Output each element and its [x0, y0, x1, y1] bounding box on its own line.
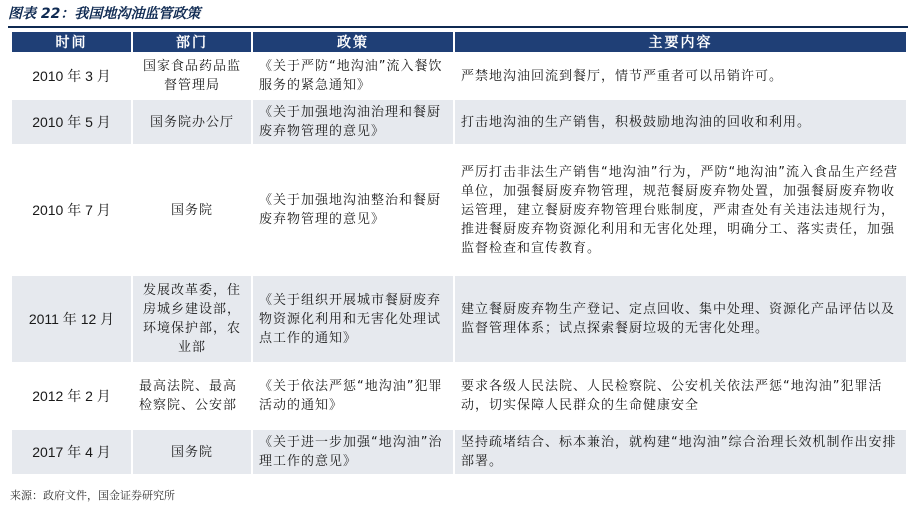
table-row [12, 54, 906, 98]
cell-time: 2011 年 12 月 [12, 276, 131, 362]
cell-dept: 国务院 [133, 146, 251, 274]
cell-time: 2017 年 4 月 [12, 430, 131, 474]
cell-dept: 国务院 [133, 430, 251, 474]
cell-content: 打击地沟油的生产销售，积极鼓励地沟油的回收和利用。 [455, 100, 906, 144]
cell-dept: 国务院办公厅 [133, 100, 251, 144]
policy-table [10, 30, 908, 476]
header-time: 时间 [12, 32, 131, 52]
table-row [12, 364, 906, 428]
header-policy: 政策 [253, 32, 453, 52]
table-row [12, 276, 906, 362]
cell-policy: 《关于加强地沟油整治和餐厨废弃物管理的意见》 [253, 146, 453, 274]
cell-time: 2010 年 5 月 [12, 100, 131, 144]
cell-policy: 《关于组织开展城市餐厨废弃物资源化利用和无害化处理试点工作的通知》 [253, 276, 453, 362]
table-header-row [12, 32, 906, 52]
cell-policy: 《关于严防“地沟油”流入餐饮服务的紧急通知》 [253, 54, 453, 98]
cell-content: 严厉打击非法生产销售“地沟油”行为，严防“地沟油”流入食品生产经营单位，加强餐厨废弃物管理，规范餐厨废弃物处置，加强餐厨废弃物收运管理，建立餐厨废弃物管理台账制度，严肃查处有关违法违规行为，推进餐厨废弃物资源化利用和无害化处理，明确分工、落实责任，加强监督检查和宣传教育。 [455, 146, 906, 274]
table-row [12, 100, 906, 144]
cell-content: 严禁地沟油回流到餐厅，情节严重者可以吊销许可。 [455, 54, 906, 98]
cell-dept: 发展改革委，住房城乡建设部，环境保护部，农业部 [133, 276, 251, 362]
cell-policy: 《关于进一步加强“地沟油”治理工作的意见》 [253, 430, 453, 474]
table-row [12, 430, 906, 474]
cell-time: 2010 年 3 月 [12, 54, 131, 98]
header-dept: 部门 [133, 32, 251, 52]
figure-title: 图表 22：我国地沟油监管政策 [8, 6, 201, 22]
cell-content: 要求各级人民法院、人民检察院、公安机关依法严惩“地沟油”犯罪活动，切实保障人民群众的生命健康安全 [455, 364, 906, 428]
header-content: 主要内容 [455, 32, 906, 52]
cell-time: 2010 年 7 月 [12, 146, 131, 274]
cell-policy: 《关于加强地沟油治理和餐厨废弃物管理的意见》 [253, 100, 453, 144]
table-row [12, 146, 906, 274]
cell-dept: 最高法院、最高检察院、公安部 [133, 364, 251, 428]
cell-content: 建立餐厨废弃物生产登记、定点回收、集中处理、资源化产品评估以及监督管理体系；试点探索餐厨垃圾的无害化处理。 [455, 276, 906, 362]
source-note: 来源：政府文件，国金证券研究所 [10, 489, 175, 502]
cell-policy: 《关于依法严惩“地沟油”犯罪活动的通知》 [253, 364, 453, 428]
cell-content: 坚持疏堵结合、标本兼治，就构建“地沟油”综合治理长效机制作出安排部署。 [455, 430, 906, 474]
cell-time: 2012 年 2 月 [12, 364, 131, 428]
title-rule [8, 26, 908, 28]
cell-dept: 国家食品药品监督管理局 [133, 54, 251, 98]
